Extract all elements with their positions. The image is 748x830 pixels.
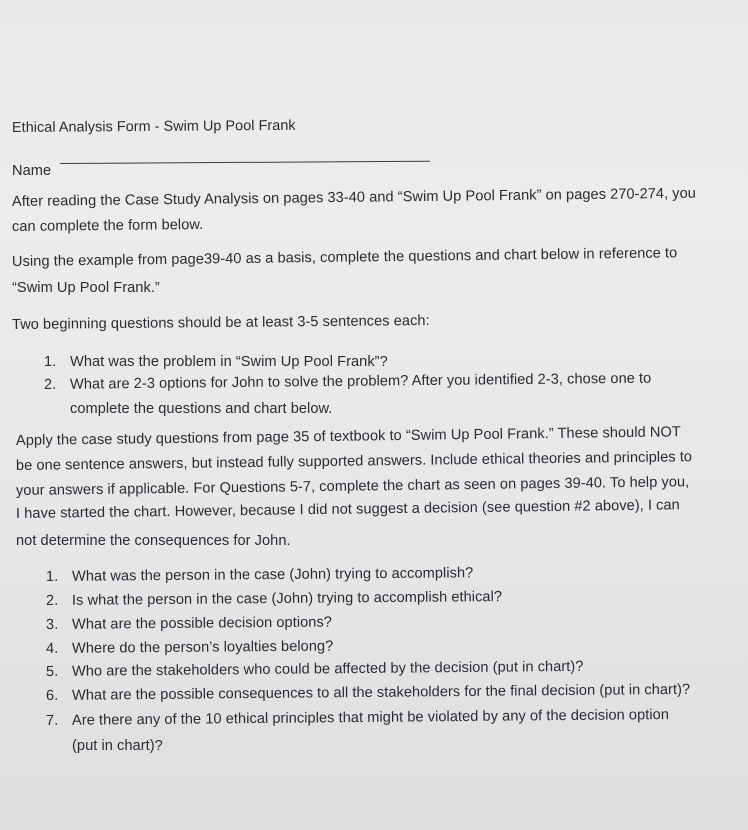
apply-line-4: I have started the chart. However, because I did not suggest a decision (see question #2 above), I can bbox=[15, 497, 680, 522]
intro-line-1: After reading the Case Study Analysis on pages 33-40 and “Swim Up Pool Frank” on pages 270-274, you bbox=[11, 185, 697, 210]
question-7 bbox=[46, 706, 669, 730]
item-text: Where do the person’s loyalties belong? bbox=[71, 638, 334, 657]
question-4 bbox=[46, 637, 333, 658]
item-number: 1. bbox=[44, 354, 57, 370]
item-text: What are the possible consequences to all the stakeholders for the final decision (put in chart)? bbox=[71, 681, 691, 704]
beginning-item-2 bbox=[44, 370, 651, 394]
item-text: What was the person in the case (John) trying to accomplish? bbox=[71, 565, 474, 585]
item-number: 5. bbox=[45, 663, 59, 680]
name-label: Name bbox=[12, 163, 52, 179]
item-text: What are the possible decision options? bbox=[71, 614, 332, 633]
item-text: Are there any of the 10 ethical principles that might be violated by any of the decision option bbox=[71, 707, 670, 729]
example-line-1: Using the example from page39-40 as a basis, complete the questions and chart below in reference to bbox=[11, 245, 678, 270]
question-1 bbox=[46, 564, 473, 586]
item-number: 7. bbox=[45, 712, 59, 729]
item-text: What was the problem in “Swim Up Pool Frank”? bbox=[70, 354, 388, 370]
item-number: 4. bbox=[45, 640, 59, 657]
question-2 bbox=[46, 588, 502, 610]
item-text: Is what the person in the case (John) trying to accomplish ethical? bbox=[71, 589, 503, 609]
question-3 bbox=[46, 614, 332, 634]
beginning-heading: Two beginning questions should be at least 3-5 sentences each: bbox=[11, 312, 430, 333]
question-7-continued: (put in chart)? bbox=[72, 738, 163, 754]
example-line-2: “Swim Up Pool Frank.” bbox=[12, 280, 160, 296]
item-text: What are 2-3 options for John to solve the problem? After you identified 2-3, chose one to bbox=[69, 370, 652, 393]
beginning-item-1 bbox=[44, 353, 388, 371]
question-5 bbox=[46, 658, 584, 681]
apply-line-2: be one sentence answers, but instead fully supported answers. Include ethical theories and principles to bbox=[15, 449, 693, 474]
name-field-line bbox=[60, 161, 430, 164]
question-6 bbox=[46, 681, 690, 705]
item-number: 1. bbox=[45, 568, 59, 585]
apply-line-1: Apply the case study questions from page 35 of textbook to “Swim Up Pool Frank.” These should NOT bbox=[15, 424, 681, 449]
item-text: Who are the stakeholders who could be affected by the decision (put in chart)? bbox=[71, 658, 584, 680]
item-number: 3. bbox=[45, 616, 59, 633]
item-number: 2. bbox=[43, 376, 57, 393]
item-number: 2. bbox=[45, 592, 59, 609]
intro-line-2: can complete the form below. bbox=[11, 216, 204, 235]
form-title: Ethical Analysis Form - Swim Up Pool Frank bbox=[11, 117, 296, 136]
apply-line-3: your answers if applicable. For Questions 5-7, complete the chart as seen on pages 39-40. To help you, bbox=[15, 474, 690, 499]
beginning-item-2-continued: complete the questions and chart below. bbox=[70, 401, 333, 417]
apply-line-5: not determine the consequences for John. bbox=[16, 533, 291, 549]
item-number: 6. bbox=[45, 687, 59, 704]
